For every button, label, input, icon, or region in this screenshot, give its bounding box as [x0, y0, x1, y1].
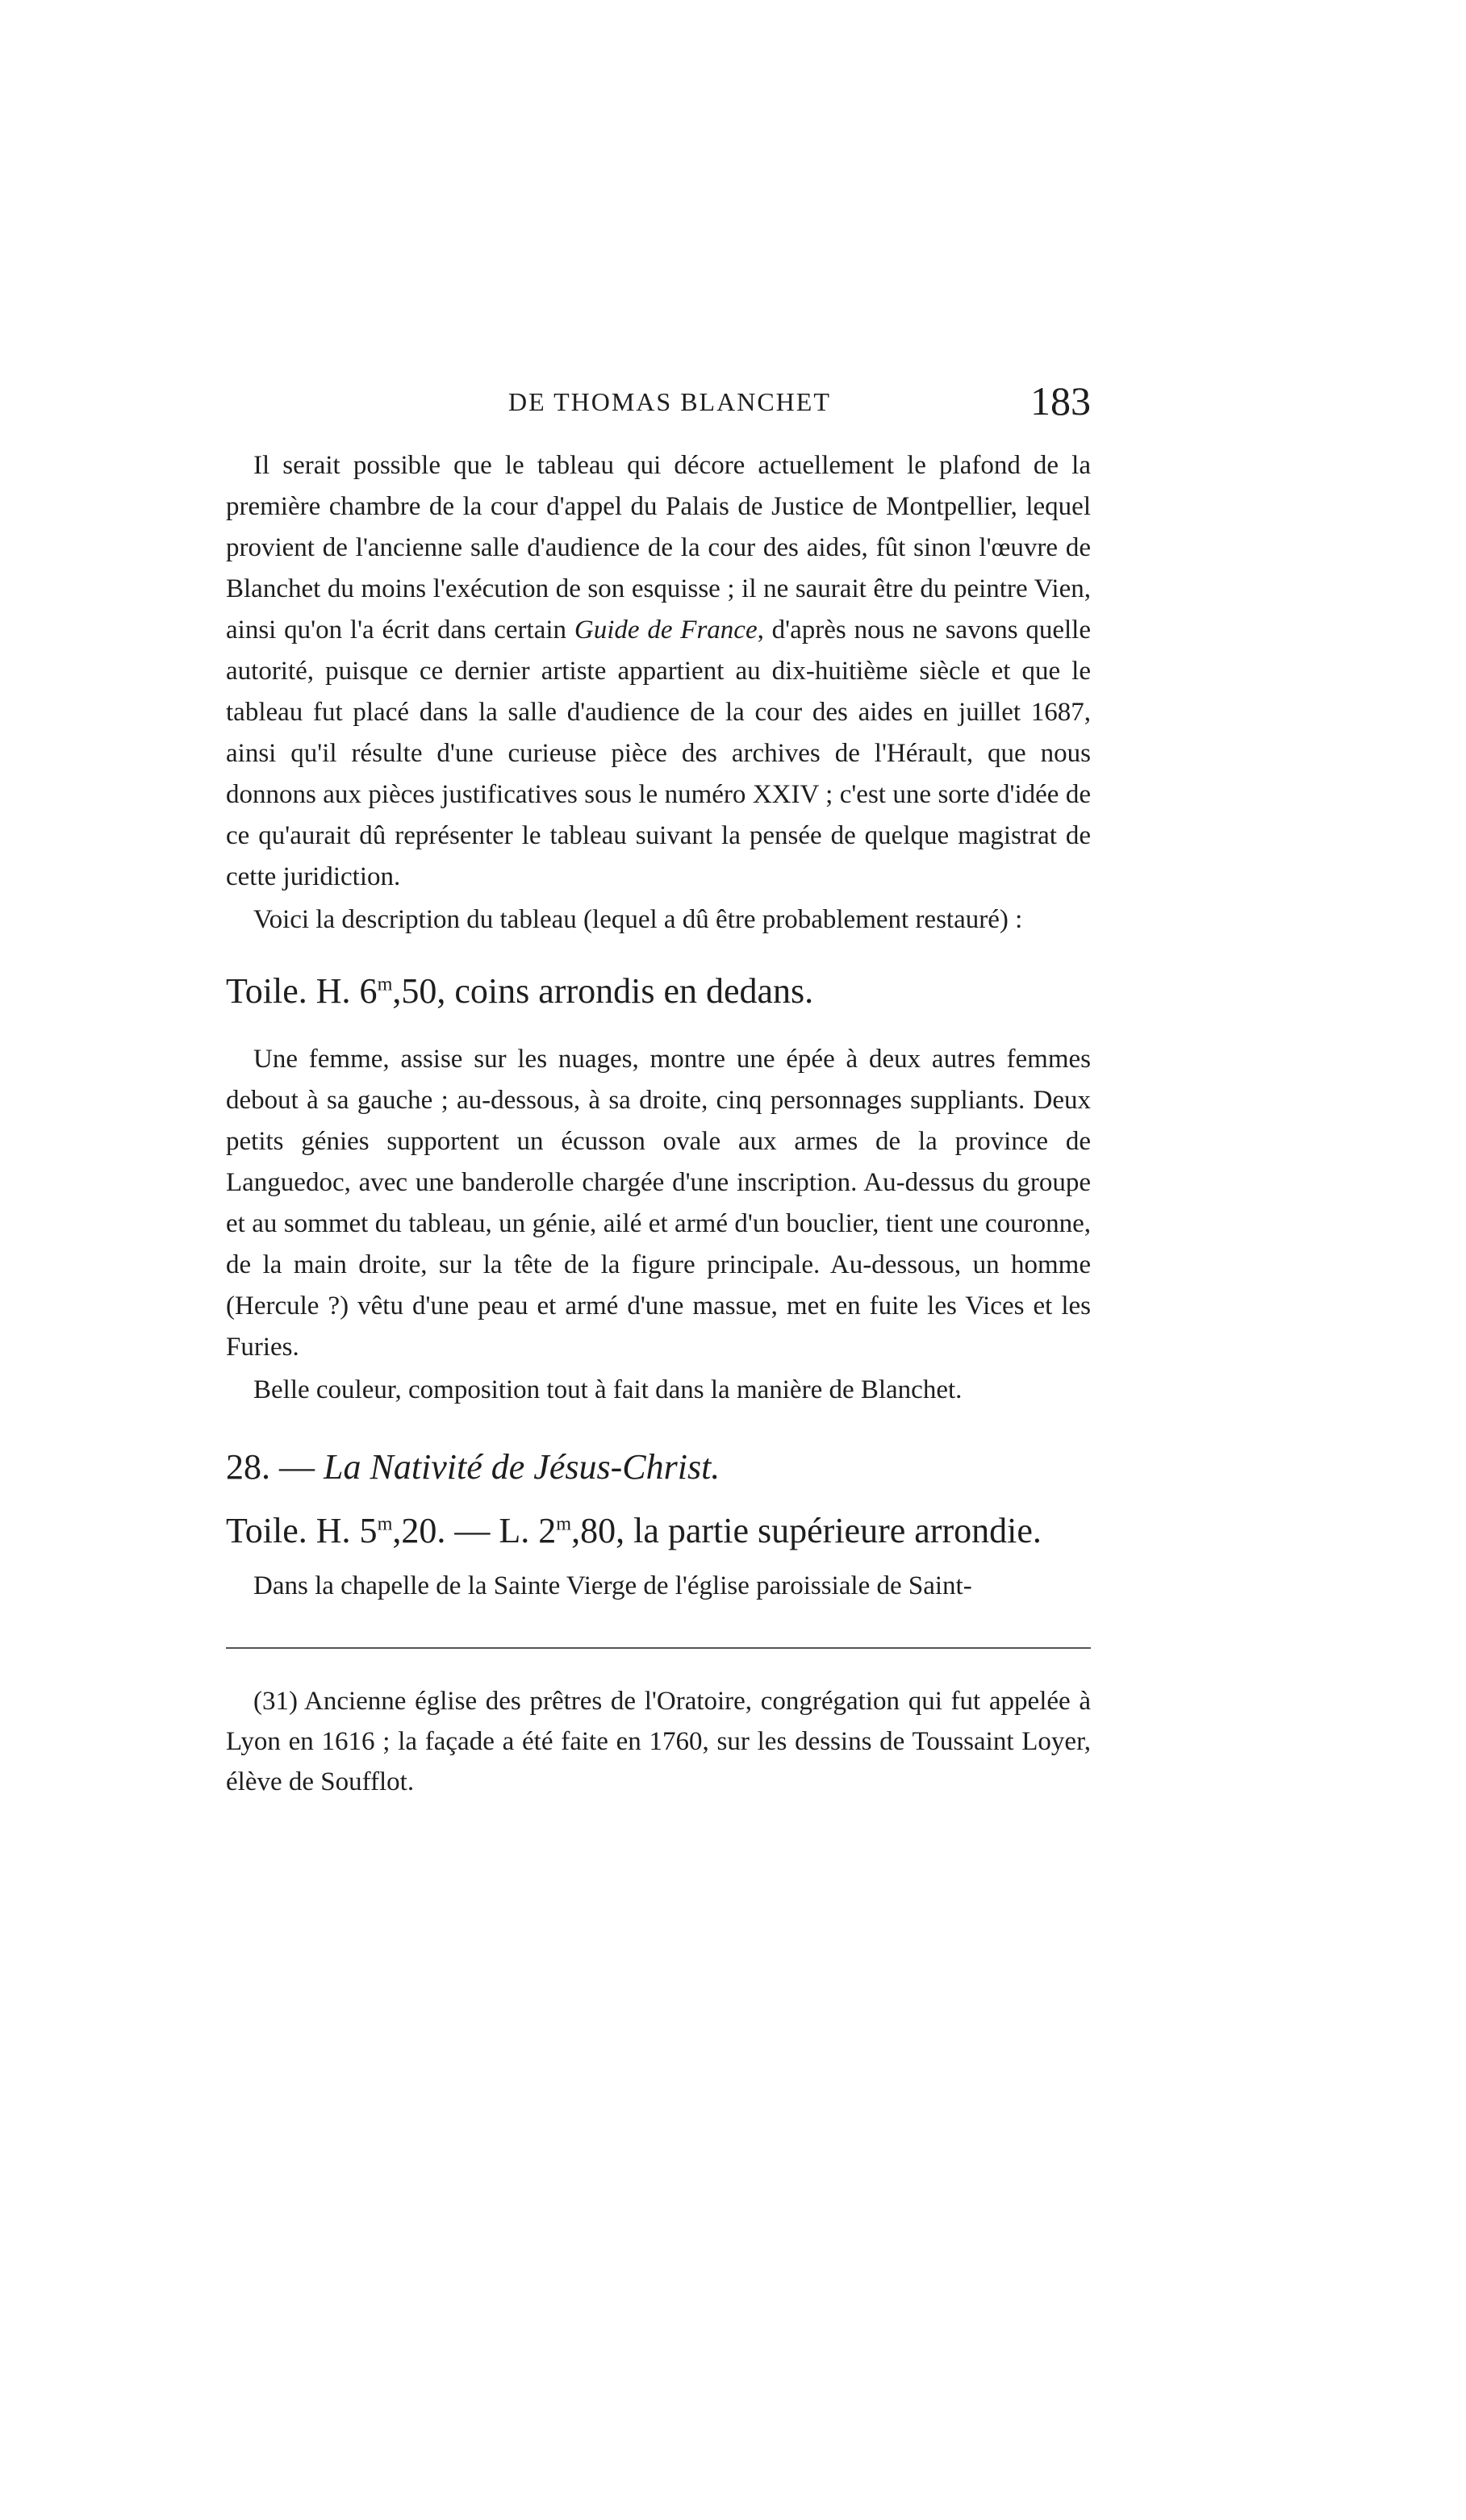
- paragraph-assessment: Belle couleur, composition tout à fait dans la manière de Blanchet.: [253, 1375, 963, 1404]
- meter-superscript: m: [377, 973, 393, 995]
- footnote-31: [226, 1681, 1091, 1802]
- page-body: [226, 445, 1091, 1802]
- guide-de-france-title: Guide de France: [574, 615, 758, 645]
- paragraph-description-intro: Voici la description du tableau (lequel a dû être probablement restauré) :: [253, 905, 1023, 934]
- entry-title: La Nativité de Jésus-Christ.: [324, 1447, 720, 1487]
- canvas-spec-plafond-height: Toile. H. 6: [226, 971, 378, 1011]
- meter-superscript: m: [377, 1512, 393, 1535]
- canvas-spec-nativite-rest: ,80, la partie supérieure arrondie.: [571, 1511, 1042, 1550]
- running-title: DE THOMAS BLANCHET: [508, 387, 831, 416]
- entry-number: 28. —: [226, 1447, 324, 1487]
- footnote-divider: [226, 1647, 1091, 1649]
- running-head: [226, 378, 1091, 426]
- canvas-spec-plafond: [226, 968, 1091, 1015]
- paragraph-plafond: [226, 445, 1091, 898]
- entry-heading-28: [226, 1443, 1091, 1492]
- paragraph-plafond-text-end: , d'après nous ne savons quelle autorité, puisque ce dernier artiste appartient au dix-huitième siècle et que le tableau fut placé dans la salle d'audience de la cour des aides en juillet 1687, ainsi qu'il résulte d'une curieuse pièce des archives de l'Hérault, que nous donnons aux pièces justificatives sous le numéro XXIV ; c'est une sorte d'idée de ce qu'aurait dû représenter le tableau suivant la pensée de quelque magistrat de cette juridiction.: [226, 615, 1091, 891]
- page-number: 183: [1030, 378, 1091, 423]
- paragraph-plafond-text-start: Il serait possible que le tableau qui décore actuellement le plafond de la première chambre de la cour d'appel du Palais de Justice de Montpellier, lequel provient de l'ancienne salle d'audience de la cour des aides, fût sinon l'œuvre de Blanchet du moins l'exécution de son esquisse ; il ne saurait être du peintre Vien, ainsi qu'on l'a écrit dans certain: [226, 451, 1091, 645]
- meter-superscript: m: [556, 1512, 572, 1535]
- paragraph-scene-description: Une femme, assise sur les nuages, montre une épée à deux autres femmes debout à sa gauche ; au-dessous, à sa droite, cinq personnages suppliants. Deux petits génies supportent un écusson ovale aux armes de la province de Languedoc, avec une banderolle chargée d'une inscription. Au-dessus du groupe et au sommet du tableau, un génie, ailé et armé d'un bouclier, tient une couronne, de la main droite, sur la tête de la figure principale. Au-dessous, un homme (Hercule ?) vêtu d'une peau et armé d'une massue, met en fuite les Vices et les Furies.: [226, 1045, 1091, 1362]
- footnote-text: Ancienne église des prêtres de l'Oratoire, congrégation qui fut appelée à Lyon en 1616 ; la façade a été faite en 1760, sur les dessins de Toussaint Loyer, élève de Soufflot.: [226, 1687, 1091, 1796]
- canvas-spec-plafond-rest: ,50, coins arrondis en dedans.: [392, 971, 814, 1011]
- canvas-spec-nativite-width: ,20. — L. 2: [392, 1511, 557, 1550]
- canvas-spec-nativite-height: Toile. H. 5: [226, 1511, 378, 1550]
- paragraph-chapelle: Dans la chapelle de la Sainte Vierge de l'église paroissiale de Saint-: [253, 1571, 972, 1600]
- footnote-marker: (31): [253, 1687, 298, 1716]
- canvas-spec-nativite: [226, 1508, 1091, 1554]
